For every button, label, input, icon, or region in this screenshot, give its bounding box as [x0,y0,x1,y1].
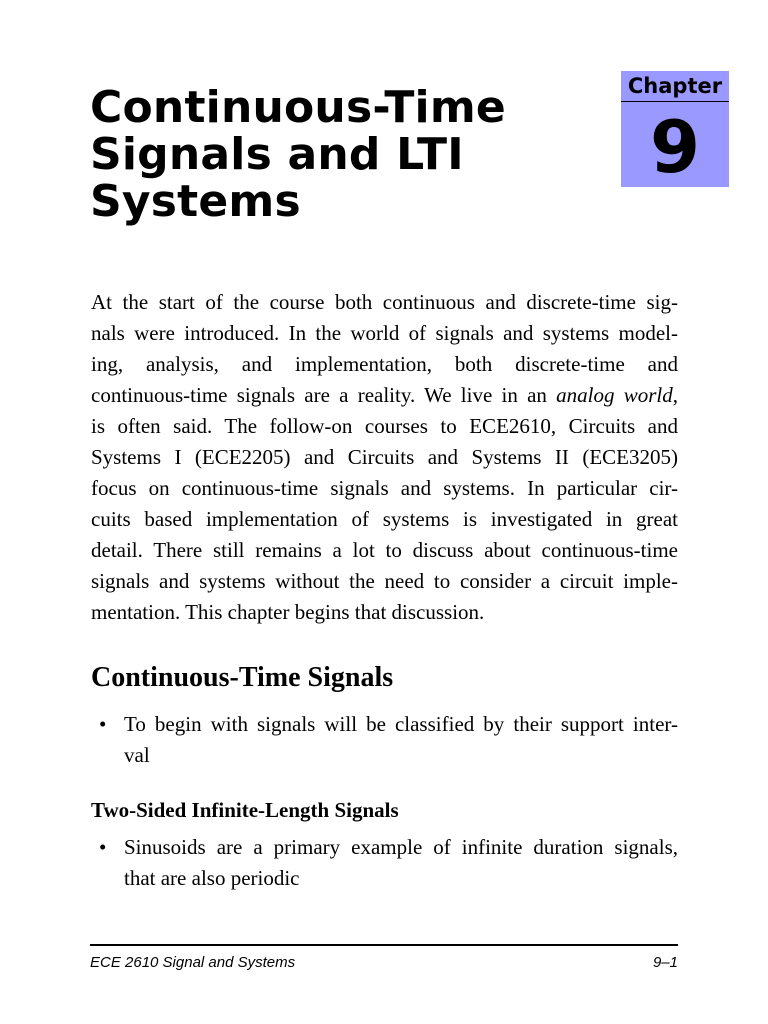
paragraph-line: detail. There still remains a lot to discuss about continuous-time [91,538,678,562]
chapter-badge [621,71,729,187]
section-heading: Continuous-Time Signals [91,662,394,693]
chapter-title-line: Signals and LTI [90,129,464,180]
footer-course-title: ECE 2610 Signal and Systems [90,954,296,971]
paragraph-line-punct: , [672,383,678,407]
bullet-icon: • [99,712,107,736]
bullet-line: val [124,743,150,767]
paragraph-line: mentation. This chapter begins that discussion. [91,600,485,624]
paragraph-line: signals and systems without the need to consider a circuit imple- [91,569,678,593]
paragraph-line: At the start of the course both continuous and discrete-time sig- [91,290,678,314]
paragraph-line: cuits based implementation of systems is investigated in great [91,507,678,531]
bullet-list [91,709,678,771]
chapter-title-line: Continuous-Time [90,82,506,133]
bullet-line: Sinusoids are a primary example of infinite duration signals, [124,835,678,859]
paragraph-line: nals were introduced. In the world of signals and systems model- [91,321,678,345]
paragraph-line: Systems I (ECE2205) and Circuits and Systems II (ECE3205) [91,445,678,469]
bullet-icon: • [99,835,107,859]
list-item [91,832,678,894]
paragraph-line: focus on continuous-time signals and systems. In particular cir- [91,476,678,500]
bullet-line: To begin with signals will be classified by their support inter- [124,712,678,736]
intro-paragraph [91,287,678,628]
chapter-number: 9 [649,105,701,189]
chapter-badge-divider [621,101,729,102]
bullet-list [91,832,678,894]
footer-divider [90,944,678,946]
subsection-heading: Two-Sided Infinite-Length Signals [91,798,399,822]
chapter-title-line: Systems [90,176,301,227]
paragraph-line: ing, analysis, and implementation, both discrete-time and [91,352,678,376]
chapter-title [90,84,590,225]
bullet-line: that are also periodic [124,866,300,890]
footer-page-number: 9–1 [652,954,678,971]
analog-world-emphasis: analog world [556,383,673,407]
paragraph-line-text: continuous-time signals are a reality. We live in an [91,383,557,407]
chapter-label: Chapter [627,74,723,98]
paragraph-line: is often said. The follow-on courses to ECE2610, Circuits and [91,414,678,438]
list-item [91,709,678,771]
paragraph-line [91,380,678,411]
